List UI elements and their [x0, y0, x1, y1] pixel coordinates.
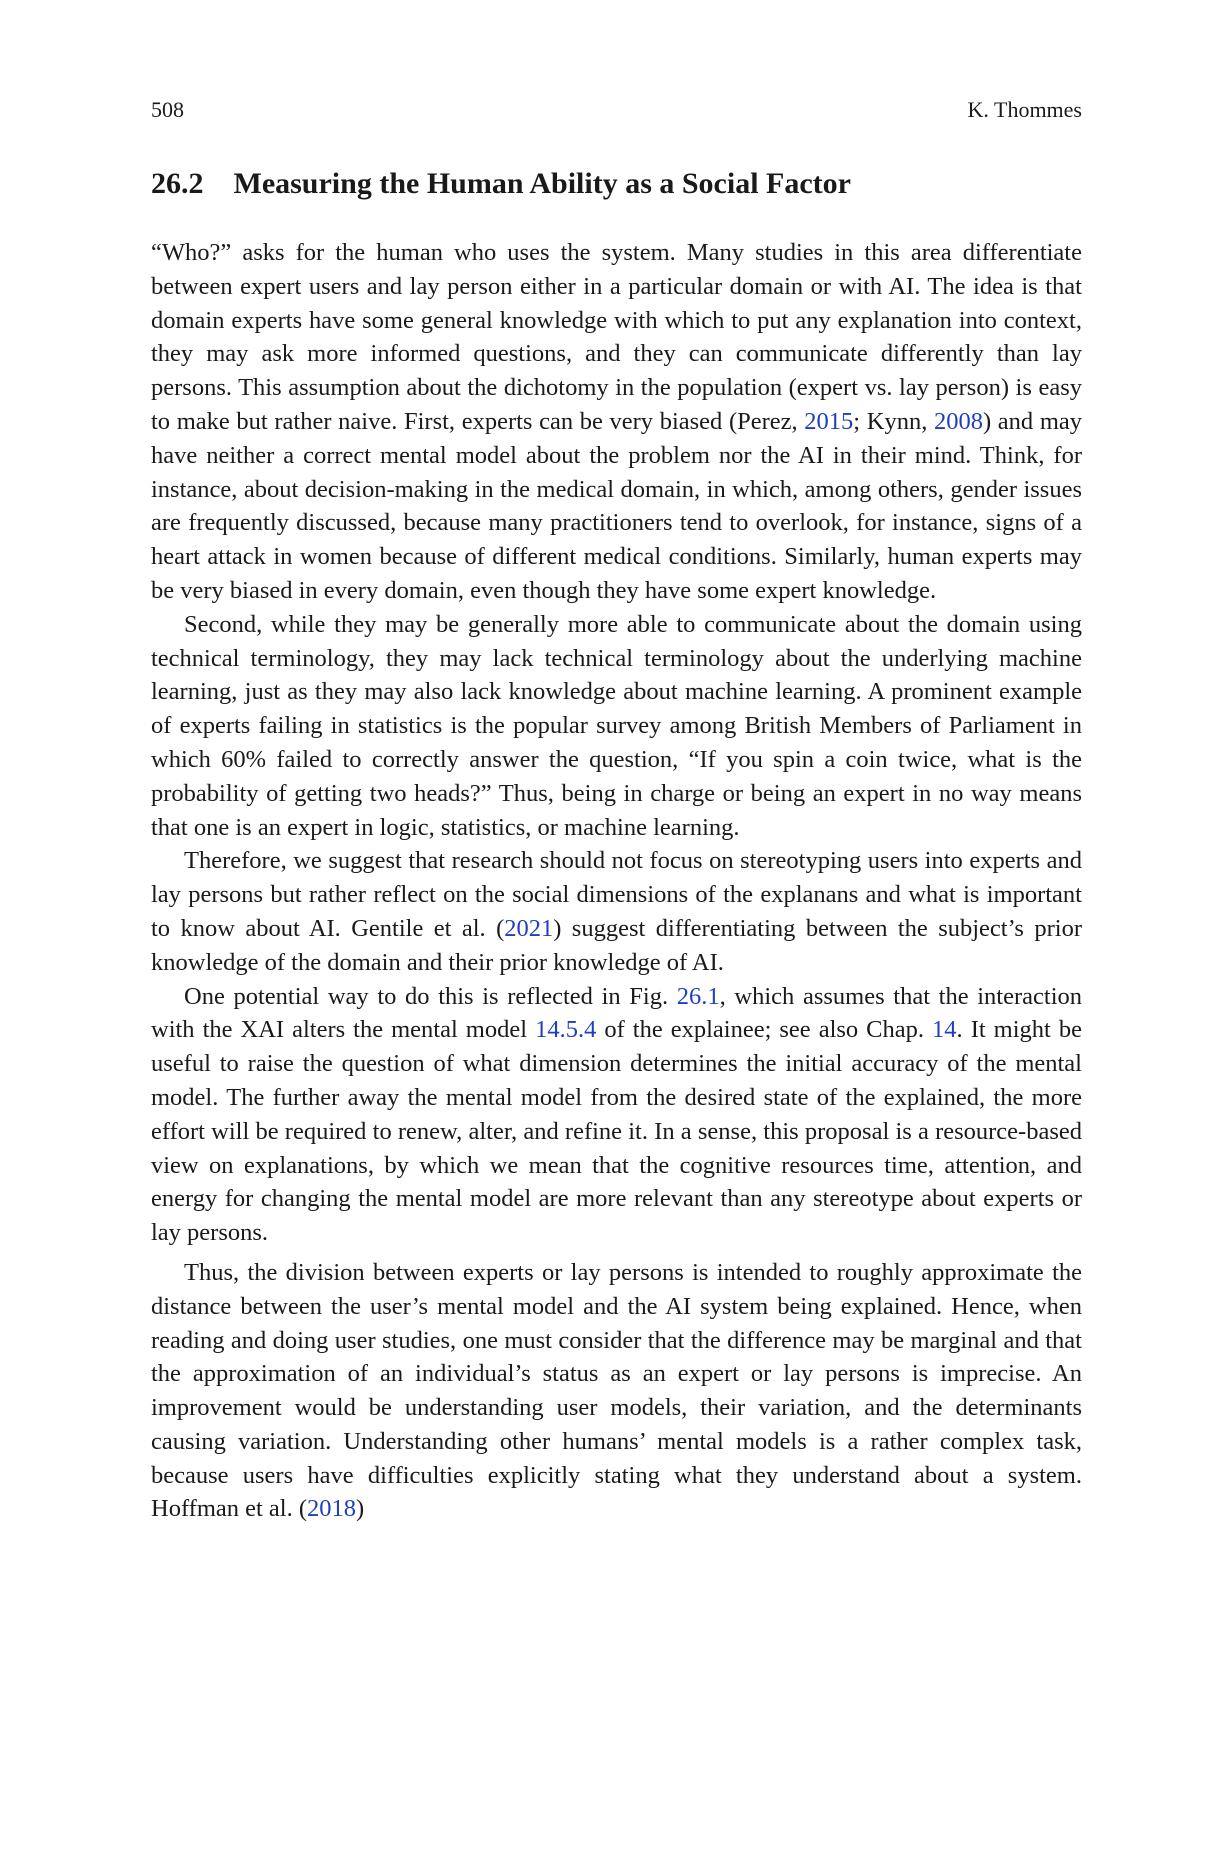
section-link-14-5-4[interactable]: 14.5.4 — [535, 1016, 597, 1044]
section-number: 26.2 — [151, 167, 204, 200]
chapter-link-14[interactable]: 14 — [932, 1016, 957, 1044]
citation-link-perez-2015[interactable]: 2015 — [804, 407, 854, 435]
paragraph-3 — [151, 844, 1082, 979]
figure-link-26-1[interactable]: 26.1 — [676, 982, 720, 1010]
paragraph-1 — [151, 236, 1082, 608]
paragraph-text: ) and may have neither a correct mental model about the problem nor the AI in their mind. Think, for instance, about decision-making in the medical domain, in which, among others, gender issues are frequently discussed, because many practitioners tend to overlook, for instance, signs of a heart attack in women because of different medical conditions. Similarly, human experts may be very biased in every domain, even though they have some expert knowledge. — [151, 407, 1083, 604]
paragraph-text: . It might be useful to raise the question of what dimension determines the initial accuracy of the mental model. The further away the mental model from the desired state of the explained, the more effort will be required to renew, alter, and refine it. In a sense, this proposal is a resource-based view on explanations, by which we mean that the cognitive resources time, attention, and energy for changing the mental model are more relevant than any stereotype about experts or lay persons. — [151, 1016, 1082, 1247]
citation-link-kynn-2008[interactable]: 2008 — [933, 407, 983, 435]
page-number: 508 — [151, 97, 184, 122]
paragraph-text: of the explainee; see also Chap. — [596, 1016, 933, 1044]
section-heading — [151, 166, 1082, 202]
section-title: Measuring the Human Ability as a Social Factor — [233, 167, 851, 200]
citation-link-hoffman-2018[interactable]: 2018 — [307, 1495, 357, 1523]
paragraph-text: , which assumes that the interaction with the XAI alters the mental model — [151, 982, 1083, 1044]
running-head-author: K. Thommes — [967, 97, 1082, 122]
paragraph-4 — [151, 980, 1082, 1250]
paragraph-2: Second, while they may be generally more able to communicate about the domain using technical terminology, they may lack technical terminology about the underlying machine learning, just as they may also lack knowledge about machine learning. A prominent example of experts failing in statistics is the popular survey among British Members of Parliament in which 60% failed to correctly answer the question, “If you spin a coin twice, what is the probability of getting two heads?” Thus, being in charge or being an expert in no way means that one is an expert in logic, statistics, or machine learning. — [151, 610, 1082, 841]
running-head — [151, 96, 1082, 124]
paragraph-text: ; Kynn, — [853, 407, 934, 435]
paragraph-text: Thus, the division between experts or lay persons is intended to roughly approximate the distance between the user’s mental model and the AI system being explained. Hence, when reading and doing user studies, one must consider that the difference may be marginal and that the approximation of an individual’s status as an expert or lay persons is imprecise. An improvement would be understanding user models, their variation, and the determinants causing variation. Understanding other humans’ mental models is a rather complex task, because users have difficulties explicitly stating what they understand about a system. Hoffman et al. ( — [151, 1258, 1082, 1523]
paragraph-text: ) — [356, 1495, 365, 1523]
paragraph-text: ) suggest differentiating between the subject’s prior knowledge of the domain and their prior knowledge of AI. — [151, 914, 1082, 976]
citation-link-gentile-2021[interactable]: 2021 — [504, 914, 554, 942]
paragraph-5 — [151, 1256, 1082, 1526]
section-body — [151, 236, 1082, 1526]
paragraph-text: “Who?” asks for the human who uses the system. Many studies in this area differentiate between expert users and lay person either in a particular domain or with AI. The idea is that domain experts have some general knowledge with which to put any explanation into context, they may ask more informed questions, and they can communicate differently than lay persons. This assumption about the dichotomy in the population (expert vs. lay person) is easy to make but rather naive. First, experts can be very biased (Perez, — [151, 239, 1082, 435]
paragraph-text: One potential way to do this is reflected in Fig. — [184, 982, 677, 1010]
book-page — [151, 96, 1082, 1526]
paragraph-text: Therefore, we suggest that research should not focus on stereotyping users into experts and lay persons but rather reflect on the social dimensions of the explanans and what is important to know about AI. Gentile et al. ( — [151, 847, 1082, 942]
